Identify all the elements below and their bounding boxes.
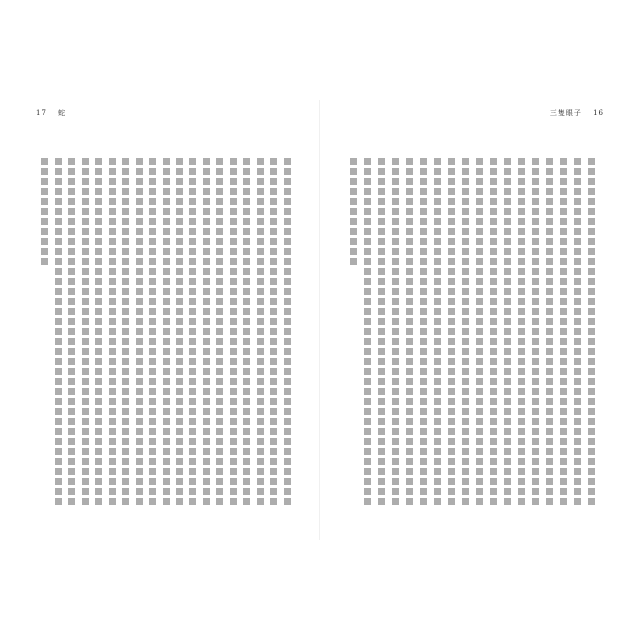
right-page-text (346, 158, 598, 508)
right-page (320, 0, 640, 640)
right-page-running-head: 三隻眼子 (549, 109, 582, 117)
left-page-header (32, 108, 70, 118)
left-page-running-head: 蛇 (58, 109, 67, 117)
right-page-folio: 16 (593, 109, 604, 117)
left-page-folio: 17 (36, 109, 47, 117)
right-page-header (546, 108, 608, 118)
left-page-text (38, 158, 294, 508)
